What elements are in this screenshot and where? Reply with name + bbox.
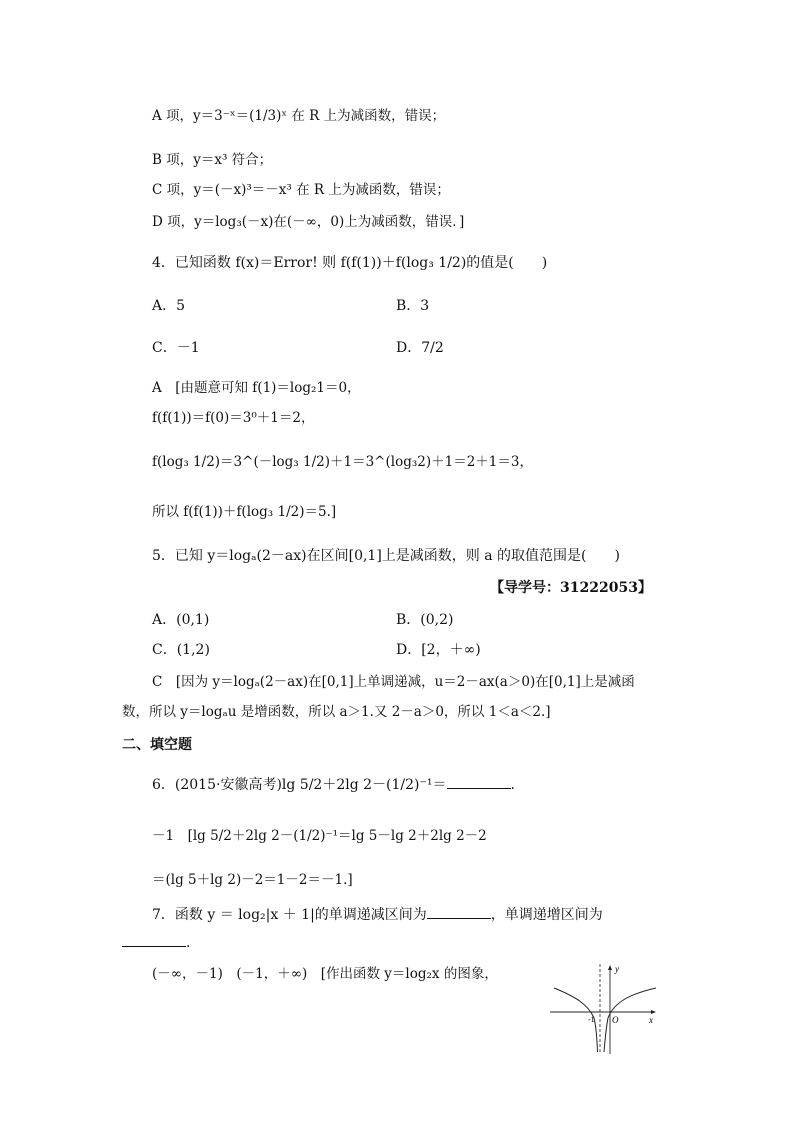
question-4-option-c: C．－1: [152, 340, 200, 356]
log-graph-figure: [548, 960, 660, 1056]
question-4-solution-4: 所以 f(f(1))＋f(log₃ 1/2)＝5.]: [152, 504, 337, 520]
question-4-solution-3: f(log₃ 1/2)＝3^(－log₃ 1/2)＋1＝3^(log₃2)＋1＝2＋1＝3，: [152, 454, 533, 470]
answer-blank-increasing[interactable]: [122, 932, 186, 947]
y-axis-label: y: [615, 964, 619, 974]
x-axis-arrow-icon: [651, 1010, 656, 1014]
answer-blank-decreasing[interactable]: [427, 904, 491, 919]
answer-blank[interactable]: [447, 774, 511, 789]
question-6-stem: 6．(2015·安徽高考)lg 5/2＋2lg 2－(1/2)⁻¹＝: [152, 777, 447, 793]
guide-number: 【导学号：31222053】: [490, 580, 652, 596]
question-5-solution-1: C [因为 y＝logₐ(2－ax)在[0,1]上单调递减，u＝2－ax(a＞0)在[0,1]上是减函: [152, 674, 635, 690]
question-4-stem: 4．已知函数 f(x)＝Error! 则 f(f(1))＋f(log₃ 1/2)的值是( ): [152, 255, 548, 271]
x-axis-label: x: [649, 1015, 653, 1025]
question-5-option-a: A．(0,1): [152, 612, 210, 628]
question-6-solution-1: －1 [lg 5/2＋2lg 2－(1/2)⁻¹＝lg 5－lg 2＋2lg 2－2: [152, 828, 487, 844]
question-5-solution-2: 数，所以 y＝logₐu 是增函数，所以 a＞1.又 2－a＞0，所以 1＜a＜2.]: [122, 704, 551, 720]
solution-line-a: A 项，y＝3⁻ˣ＝(1/3)ˣ 在 R 上为减函数，错误；: [152, 108, 446, 124]
solution-line-b: B 项，y＝x³ 符合；: [152, 152, 273, 168]
question-4-solution-1: A [由题意可知 f(1)＝log₂1＝0，: [152, 380, 361, 396]
origin-label: O: [612, 1015, 619, 1025]
y-axis-arrow-icon: [608, 965, 612, 970]
question-7-stem-row: [152, 904, 603, 925]
log-graph: [548, 960, 660, 1056]
question-7-solution-1: (－∞，－1) (－1，＋∞) [作出函数 y＝log₂x 的图象，: [152, 966, 498, 982]
question-5-option-d: D．[2，＋∞): [396, 642, 481, 658]
question-7-stem: 7．函数 y ＝ log₂|x ＋ 1|的单调递减区间为: [152, 907, 427, 923]
question-4-solution-2: f(f(1))＝f(0)＝3⁰＋1＝2，: [152, 410, 315, 426]
solution-line-d: D 项，y＝log₃(－x)在(－∞，0)上为减函数，错误．]: [152, 214, 465, 230]
question-6-solution-2: ＝(lg 5＋lg 2)－2＝1－2＝－1.]: [152, 872, 353, 888]
question-7-stem-row-2: .: [122, 932, 190, 953]
solution-line-c: C 项，y＝(－x)³＝－x³ 在 R 上为减函数，错误；: [152, 182, 450, 198]
question-4-option-a: A．5: [152, 298, 186, 314]
question-4-option-b: B．3: [396, 298, 430, 314]
question-7-stem-mid: ，单调递增区间为: [490, 907, 603, 923]
neg-one-label: -1: [588, 1015, 595, 1024]
question-6-stem-row: 6．(2015·安徽高考)lg 5/2＋2lg 2－(1/2)⁻¹＝ .: [152, 774, 515, 795]
question-5-stem: 5．已知 y＝logₐ(2－ax)在区间[0,1]上是减函数，则 a 的取值范围是( ): [152, 548, 620, 564]
question-4-option-d: D．7/2: [396, 340, 444, 356]
section-heading: 二、填空题: [122, 737, 192, 753]
question-5-option-c: C．(1,2): [152, 642, 210, 658]
question-5-option-b: B．(0,2): [396, 612, 454, 628]
